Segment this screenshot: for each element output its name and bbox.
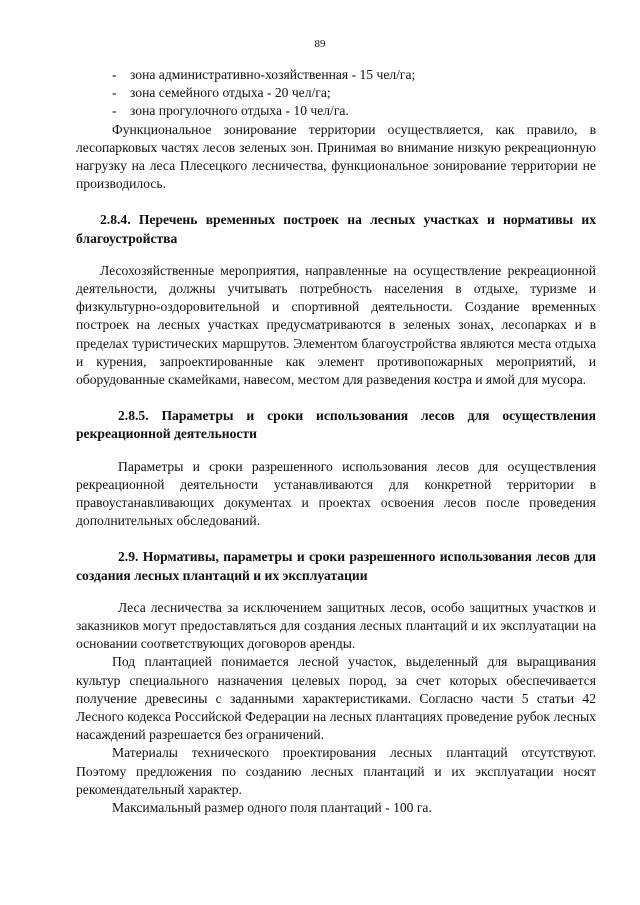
paragraph: Максимальный размер одного поля плантаций - 100 га. [112,800,432,816]
section-heading-2-8-4: 2.8.4. Перечень временных построек на лесных участках и нормативы их благоустройства [76,212,596,246]
paragraph: Леса лесничества за исключением защитных лесов, особо защитных участков и заказников могут предоставляться для создания лесных плантаций и их эксплуатации на основании соответствующих договоров аренды. [76,599,596,652]
paragraph: Материалы технического проектирования лесных плантаций отсутствуют. Поэтому предложения по созданию лесных плантаций и их эксплуатации носят рекомендательный характер. [76,745,596,797]
paragraph: Параметры и сроки разрешенного использования лесов для осуществления рекреационной деятельности устанавливаются для конкретной территории в правоустанавливающих документах и проектах освоения лесов после проведения дополнительных обследований. [76,458,596,529]
list-item-text: зона семейного отдыха - 20 чел/га; [130,85,331,101]
intro-paragraph: Функциональное зонирование территории осуществляется, как правило, в лесопарковых частях лесов зеленых зон. Принимая во внимание низкую рекреационную нагрузку на леса Плесецкого лесничества, функциональное зонирование территории не производилось. [76,121,596,192]
list-item [76,66,596,84]
list-item-text: зона административно-хозяйственная - 15 чел/га; [130,67,416,82]
section-heading-2-8-5: 2.8.5. Параметры и сроки использования лесов для осуществления рекреационной деятельности [76,408,596,442]
paragraph: Лесохозяйственные мероприятия, направленные на осуществление рекреационной деятельности, должны учитывать потребность населения в отдыхе, туризме и физкультурно-оздоровительной и спортивной деятельности. Создание временных построек на лесных участках предусматриваются в зеленых зонах, лесопарках и в пределах туристических маршрутов. Элементом благоустройства являются места отдыха и курения, запроектированные как элемент противопожарных мероприятий, и оборудованные скамейками, навесом, местом для разведения костра и ямой для мусора. [76,262,596,387]
paragraph: Под плантацией понимается лесной участок, выделенный для выращивания культур специального назначения целевых пород, за счет которых обеспечивается получение древесины с заданными характеристиками. Согласно части 5 статьи 42 Лесного кодекса Российской Федерации на лесных плантациях проведение рубок лесных насаждений разрешается без ограничений. [76,654,596,743]
page-number: 89 [314,38,326,50]
document-body [76,66,596,817]
bullet-dash: - [112,85,117,101]
section-heading-2-9: 2.9. Нормативы, параметры и сроки разрешенного использования лесов для создания лесных плантаций и их эксплуатации [76,549,596,583]
zone-norms-list [76,66,596,121]
list-item [76,84,596,102]
bullet-dash: - [112,103,117,119]
list-item-text: зона прогулочного отдыха - 10 чел/га. [130,103,349,119]
list-item [76,102,596,120]
bullet-dash: - [112,67,117,82]
